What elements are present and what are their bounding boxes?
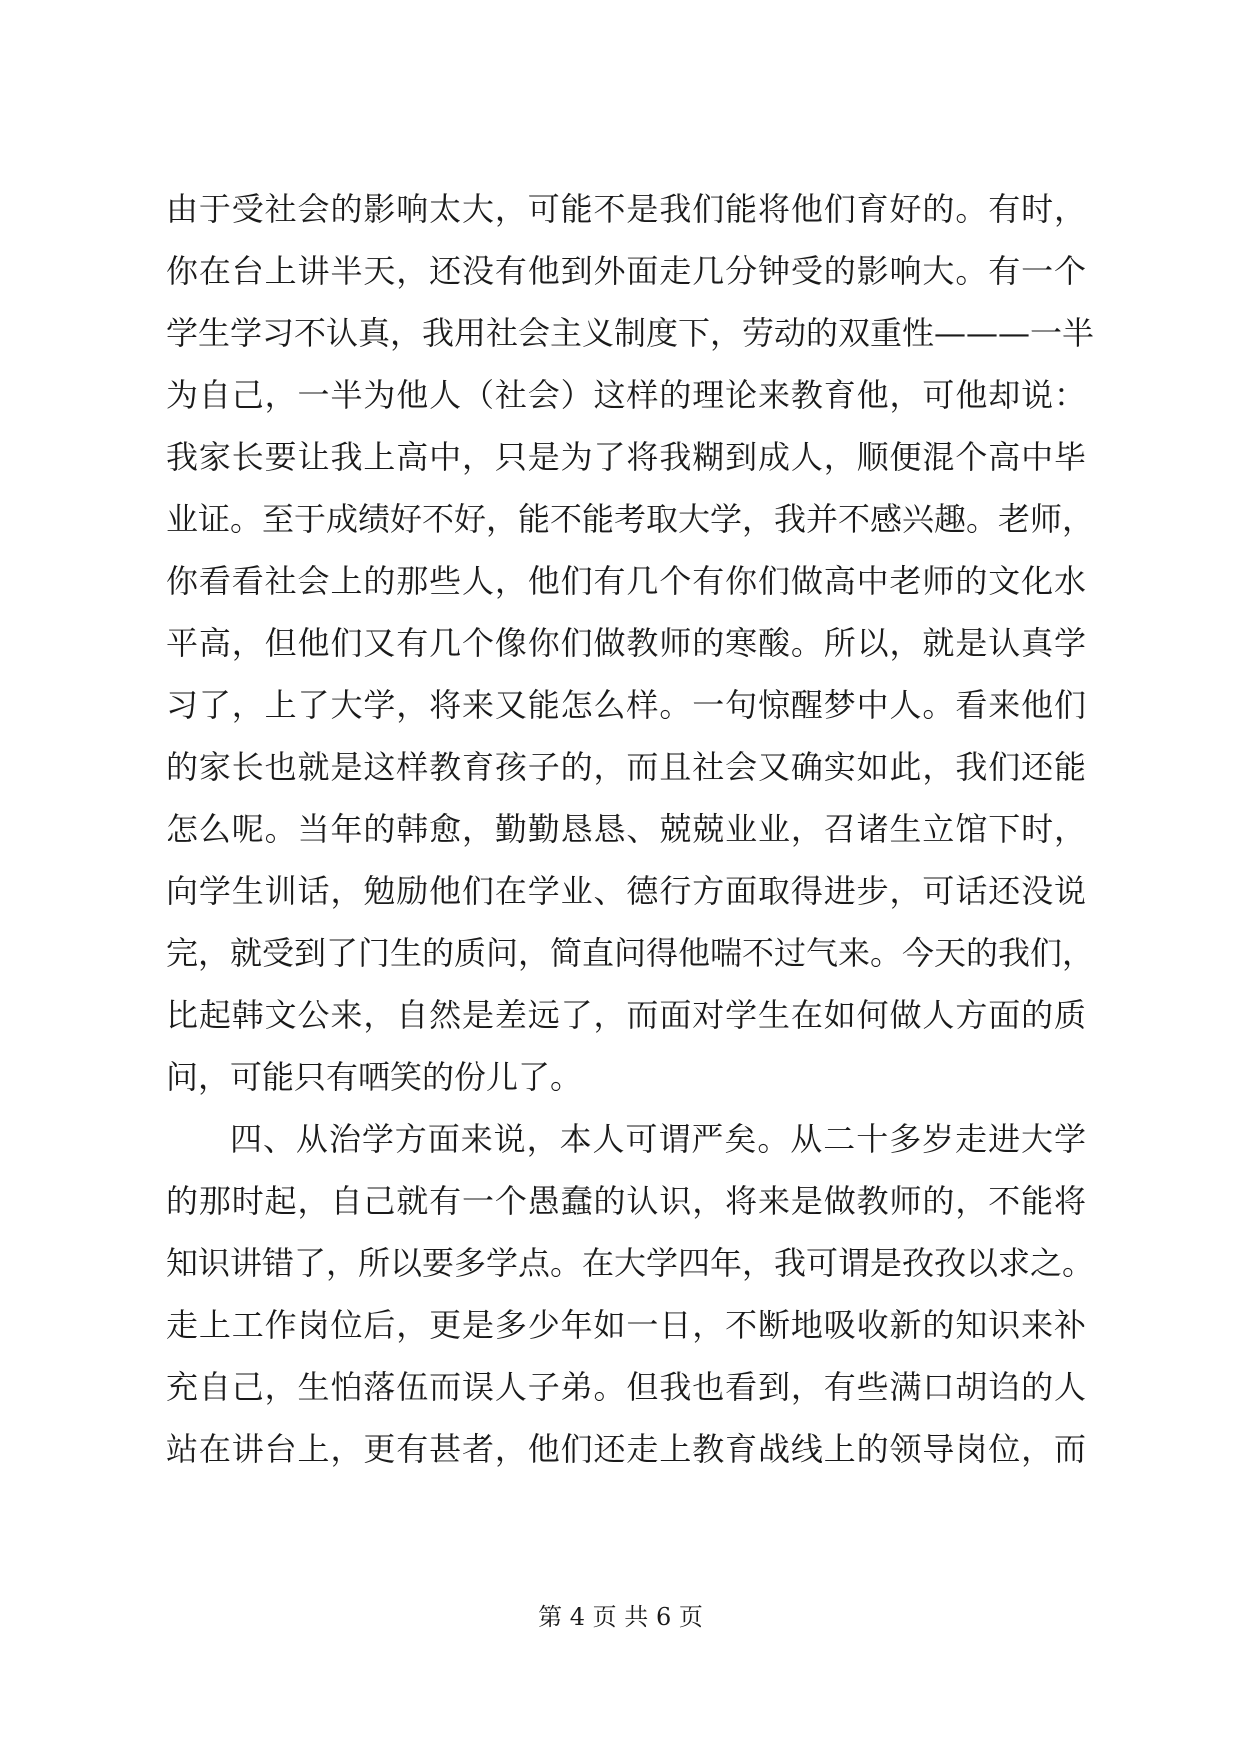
text-line: 平高，但他们又有几个像你们做教师的寒酸。所以，就是认真学 — [166, 624, 1086, 662]
text-line: 完，就受到了门生的质问，简直问得他喘不过气来。今天的我们， — [166, 934, 1095, 972]
text-line: 由于受社会的影响太大，可能不是我们能将他们育好的。有时， — [166, 190, 1086, 228]
text-line: 为自己，一半为他人（社会）这样的理论来教育他，可他却说： — [166, 376, 1086, 414]
text-line: 走上工作岗位后，更是多少年如一日，不断地吸收新的知识来补 — [166, 1306, 1086, 1344]
text-line: 问，可能只有哂笑的份儿了。 — [166, 1058, 583, 1096]
text-line: 学生学习不认真，我用社会主义制度下，劳动的双重性———一半 — [166, 314, 1095, 352]
text-line: 站在讲台上，更有甚者，他们还走上教育战线上的领导岗位，而 — [166, 1430, 1086, 1468]
text-line: 我家长要让我上高中，只是为了将我糊到成人，顺便混个高中毕 — [166, 438, 1086, 476]
text-line: 比起韩文公来，自然是差远了，而面对学生在如何做人方面的质 — [166, 996, 1086, 1034]
text-line: 你在台上讲半天，还没有他到外面走几分钟受的影响大。有一个 — [166, 252, 1086, 290]
body-text — [166, 178, 1095, 1480]
text-line: 业证。至于成绩好不好，能不能考取大学，我并不感兴趣。老师， — [166, 500, 1095, 538]
text-line: 你看看社会上的那些人，他们有几个有你们做高中老师的文化水 — [166, 562, 1086, 600]
text-line: 充自己，生怕落伍而误人子弟。但我也看到，有些满口胡诌的人 — [166, 1368, 1086, 1406]
text-line: 知识讲错了，所以要多学点。在大学四年，我可谓是孜孜以求之。 — [166, 1244, 1095, 1282]
text-line: 怎么呢。当年的韩愈，勤勤恳恳、兢兢业业，召诸生立馆下时， — [166, 810, 1086, 848]
text-line: 四、从治学方面来说，本人可谓严矣。从二十多岁走进大学 — [230, 1120, 1086, 1158]
paragraph — [166, 1108, 1095, 1480]
text-line: 的那时起，自己就有一个愚蠢的认识，将来是做教师的，不能将 — [166, 1182, 1086, 1220]
page-number-footer: 第 4 页 共 6 页 — [538, 1603, 703, 1631]
text-line: 习了，上了大学，将来又能怎么样。一句惊醒梦中人。看来他们 — [166, 686, 1086, 724]
text-line: 向学生训话，勉励他们在学业、德行方面取得进步，可话还没说 — [166, 872, 1086, 910]
paragraph — [166, 178, 1095, 1108]
text-line: 的家长也就是这样教育孩子的，而且社会又确实如此，我们还能 — [166, 748, 1086, 786]
